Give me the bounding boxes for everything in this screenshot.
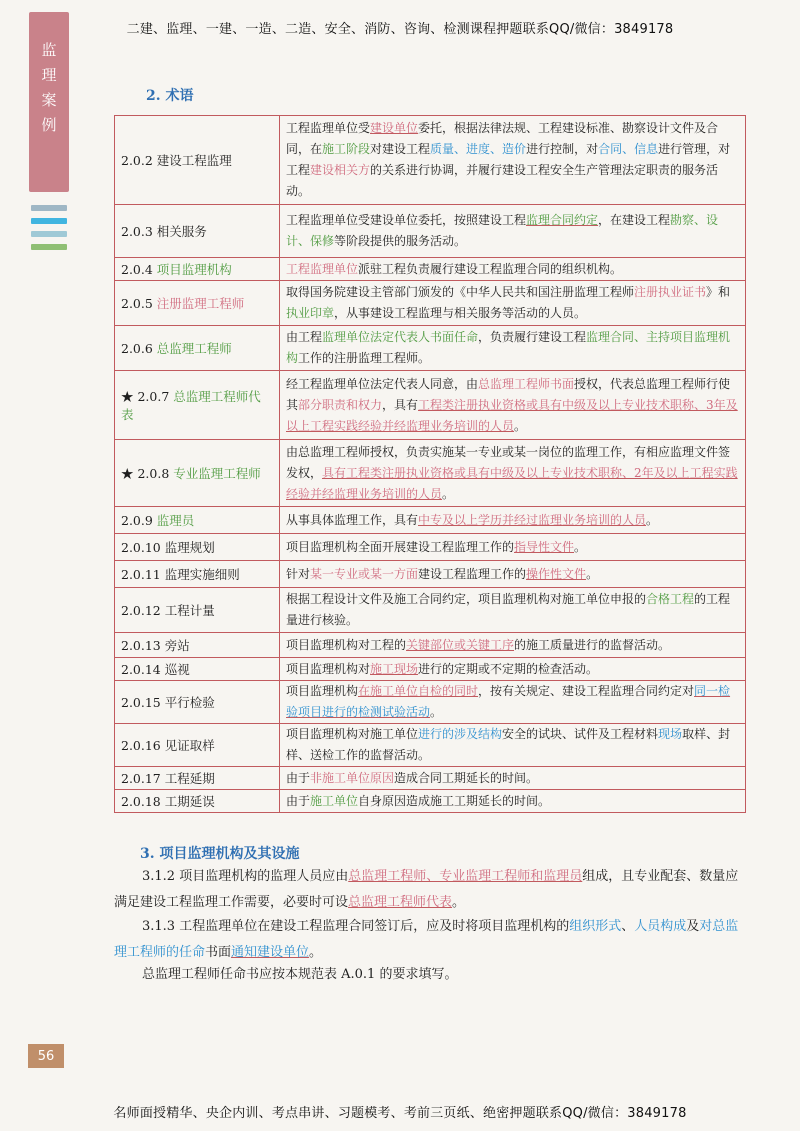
def-text: 针对 [286,566,311,581]
para-text: 3.1.3 工程监理单位在建设工程监理合同签订后，应及时将项目监理机构的 [142,919,570,934]
def-text: 进行的定期或不定期的检查活动。 [418,661,599,676]
def-highlight: 非施工单位原因 [310,770,395,785]
def-text: 派驻工程负责履行建设工程监理合同的组织机构。 [358,261,623,276]
para-highlight: 总监理工程师、专业监理工程师和监理员 [348,869,583,884]
term-cell [115,724,280,767]
def-highlight: 关键部位或关键工序 [406,637,515,652]
def-highlight: 监理合同约定 [526,213,599,227]
term-cell [115,507,280,534]
def-highlight: 执业印章 [286,306,335,320]
term-name: 工程计量 [164,603,215,618]
definition-cell [280,658,746,681]
term-number: 2.0.9 [121,513,153,528]
table-row [115,507,746,534]
decor-stripe [31,244,67,250]
term-name: 巡视 [164,662,190,677]
def-text: 工作的注册监理工程师。 [298,351,431,365]
def-text: 。 [514,418,527,433]
def-text: 进行管理，对工程 [286,142,731,177]
term-name: 总监理工程师代表 [121,389,261,422]
def-text: 项目监理机构对工程的 [286,637,407,652]
term-number: 2.0.4 [121,262,153,277]
definition-cell [280,440,746,507]
term-cell [115,371,280,440]
para-text: 3.1.2 项目监理机构的监理人员应由 [142,869,349,884]
def-text: 工程监理单位受建设单位委托，按照建设工程 [286,213,527,227]
para-highlight: 总监理工程师代表 [348,895,453,910]
term-cell [115,681,280,724]
def-highlight: 合格工程 [646,592,695,606]
definition-cell [280,326,746,371]
def-highlight: 工程监理单位 [286,261,359,276]
term-number: 2.0.12 [121,603,161,618]
term-cell [115,561,280,588]
side-tab-char: 监 [41,41,57,59]
term-name: 建设工程监理 [156,153,232,168]
terms-table [114,115,746,813]
decor-stripe [31,218,67,224]
def-text: 安全的试块、试件及工程材料 [502,727,659,741]
term-number: 2.0.18 [121,794,161,809]
term-number: 2.0.10 [121,540,161,555]
page-number: 56 [28,1044,64,1068]
paragraph-3-1-3 [114,914,748,966]
table-row [115,258,746,281]
def-text: 的施工质量进行的监督活动。 [514,637,671,652]
term-name: 工期延误 [164,794,215,809]
term-cell [115,258,280,281]
def-text: 委托，根据法律法规、工程建设标准、勘察设计文件及合同，在 [286,121,719,156]
para-text: 组成，且专业配套、数量应满足建设工程监理工作需要，必要时可设 [114,869,739,910]
para-text: 。 [452,895,466,910]
term-number: 2.0.16 [121,738,161,753]
side-tab-char: 案 [41,91,57,109]
paragraph-3-1-2 [114,864,748,916]
definition-cell [280,588,746,633]
para-highlight: 人员构成 [634,919,687,934]
term-name: 项目监理机构 [156,262,232,277]
bottom-banner: 名师面授精华、央企内训、考点串讲、习题模考、考前三页纸、绝密押题联系QQ/微信：3849178 [113,1106,687,1121]
table-row [115,724,746,767]
table-row [115,681,746,724]
term-cell [115,281,280,326]
term-number: ★ 2.0.8 [121,466,170,481]
paragraph-appointment-note: 总监理工程师任命书应按本规范表 A.0.1 的要求填写。 [142,967,458,982]
term-number: 2.0.13 [121,638,161,653]
def-text: 根据工程设计文件及施工合同约定，项目监理机构对施工单位申报的 [286,592,647,606]
table-row [115,281,746,326]
table-row [115,205,746,258]
definition-cell [280,281,746,326]
def-text: 工程监理单位受 [286,121,371,135]
table-row [115,561,746,588]
def-highlight: 施工阶段 [322,142,371,156]
para-text: 、 [621,919,635,934]
term-cell [115,658,280,681]
def-highlight: 勘察、设计、保修 [286,213,719,248]
term-cell [115,790,280,813]
table-row [115,116,746,205]
term-cell [115,534,280,561]
definition-cell [280,767,746,790]
term-number: 2.0.5 [121,296,153,311]
term-name: 工程延期 [164,771,215,786]
def-text: 建设工程监理工作的 [418,566,527,581]
term-number: 2.0.15 [121,695,161,710]
decor-stripe [31,205,67,211]
def-highlight: 工程类注册执业资格或具有中级及以上专业技术职称、3年及以上工程实践经验并经监理业务培训的人员 [286,397,738,433]
term-number: 2.0.2 [121,153,153,168]
para-text: 及 [686,919,700,934]
def-text: 。 [442,486,455,501]
term-name: 监理员 [156,513,195,528]
term-name: 监理规划 [164,540,215,555]
term-cell [115,588,280,633]
def-text: 。 [574,539,587,554]
table-row [115,767,746,790]
def-text: 的关系进行协调，并履行建设工程安全生产管理法定职责的服务活动。 [286,163,719,198]
term-number: ★ 2.0.7 [121,389,170,404]
def-text: 取得国务院建设主管部门颁发的《中华人民共和国注册监理工程师 [286,285,635,299]
definition-cell [280,724,746,767]
definition-cell [280,681,746,724]
def-text: 授权，代表总监理工程师行使其 [286,376,731,412]
table-row [115,588,746,633]
def-highlight: 建设相关方 [310,163,371,177]
para-text: 书面 [205,945,232,960]
def-text: ，具有 [382,397,419,412]
section-title-organization: 3. 项目监理机构及其设施 [140,846,300,862]
def-text: 由总监理工程师授权，负责实施某一专业或某一岗位的监理工作，有相应监理文件签发权， [286,444,731,480]
definition-cell [280,116,746,205]
para-highlight: 对总监理工程师的任命 [114,919,739,960]
term-name: 旁站 [164,638,190,653]
term-name: 专业监理工程师 [173,466,261,481]
term-cell [115,116,280,205]
def-text: 取样、封样、送检工作的监督活动。 [286,727,731,762]
def-highlight: 在施工单位自检的同时 [358,684,479,698]
def-highlight: 监理单位法定代表人书面任命 [322,330,479,344]
def-text: 由于 [286,770,311,785]
term-cell [115,440,280,507]
def-highlight: 注册执业证书 [634,285,707,299]
definition-cell [280,633,746,658]
table-row [115,633,746,658]
def-text: 从事具体监理工作，具有 [286,512,419,527]
def-text: ，负责履行建设工程 [478,330,587,344]
def-text: ，从事建设工程监理与相关服务等活动的人员。 [334,306,587,320]
def-text: 等阶段提供的服务活动。 [334,234,467,248]
term-cell [115,767,280,790]
def-text: 的工程量进行核验。 [286,592,731,627]
term-cell [115,326,280,371]
table-row [115,371,746,440]
term-number: 2.0.17 [121,771,161,786]
para-text: 。 [309,945,323,960]
term-name: 相关服务 [156,224,207,239]
def-text: 项目监理机构全面开展建设工程监理工作的 [286,539,515,554]
def-text: 经工程监理单位法定代表人同意，由 [286,376,479,391]
table-row [115,326,746,371]
def-text: 由于 [286,793,311,808]
def-text: 项目监理机构 [286,684,359,698]
term-name: 总监理工程师 [156,341,232,356]
def-text: ，在建设工程 [598,213,671,227]
def-highlight: 部分职责和权力 [298,397,383,412]
def-highlight: 操作性文件 [526,566,587,581]
table-row [115,790,746,813]
term-cell [115,633,280,658]
def-highlight: 监理合同、主持项目监理机构 [286,330,731,365]
definition-cell [280,258,746,281]
def-highlight: 具有工程类注册执业资格或具有中级及以上专业技术职称、2年及以上工程实践经验并经监理业务培训的人员 [286,465,738,501]
top-banner: 二建、监理、一建、一造、二造、安全、消防、咨询、检测课程押题联系QQ/微信：3849178 [126,22,674,37]
term-number: 2.0.14 [121,662,161,677]
para-highlight: 通知建设单位 [231,945,310,960]
def-highlight: 某一专业或某一方面 [310,566,419,581]
def-highlight: 中专及以上学历并经过监理业务培训的人员 [418,512,647,527]
def-highlight: 现场 [658,727,683,741]
table-row [115,658,746,681]
definition-cell [280,790,746,813]
def-text: 。 [646,512,659,527]
decor-stripe [31,231,67,237]
term-name: 注册监理工程师 [156,296,245,311]
def-highlight: 总监理工程师书面 [478,376,575,391]
def-text: ，按有关规定、建设工程监理合同约定对 [478,684,695,698]
term-cell [115,205,280,258]
term-name: 见证取样 [164,738,215,753]
def-text: 》和 [706,285,731,299]
definition-cell [280,561,746,588]
term-number: 2.0.3 [121,224,153,239]
def-highlight: 同一检验项目进行的检测试验活动 [286,684,731,719]
def-text: 。 [586,566,599,581]
definition-cell [280,371,746,440]
definition-cell [280,534,746,561]
chapter-side-tab [29,12,69,192]
def-text: 项目监理机构对施工单位 [286,727,419,741]
def-highlight: 指导性文件 [514,539,575,554]
def-highlight: 施工现场 [370,661,419,676]
para-highlight: 组织形式 [569,919,622,934]
def-text: 由工程 [286,330,323,344]
side-tab-char: 理 [41,66,57,84]
def-text: 造成合同工期延长的时间。 [394,770,539,785]
term-number: 2.0.11 [121,567,161,582]
section-title-terms: 2. 术语 [146,88,194,104]
term-name: 监理实施细则 [164,567,240,582]
def-highlight: 建设单位 [370,121,419,135]
def-text: 对建设工程 [370,142,431,156]
table-row [115,440,746,507]
def-text: 进行控制，对 [526,142,599,156]
def-text: 。 [430,705,443,719]
def-text: 项目监理机构对 [286,661,371,676]
def-text: 自身原因造成施工工期延长的时间。 [358,793,551,808]
definition-cell [280,205,746,258]
table-row [115,534,746,561]
def-highlight: 质量、进度、造价 [430,142,527,156]
definition-cell [280,507,746,534]
term-number: 2.0.6 [121,341,153,356]
side-tab-char: 例 [41,116,57,134]
def-highlight: 合同、信息 [598,142,659,156]
def-highlight: 进行的涉及结构 [418,727,503,741]
term-name: 平行检验 [164,695,215,710]
def-highlight: 施工单位 [310,793,359,808]
